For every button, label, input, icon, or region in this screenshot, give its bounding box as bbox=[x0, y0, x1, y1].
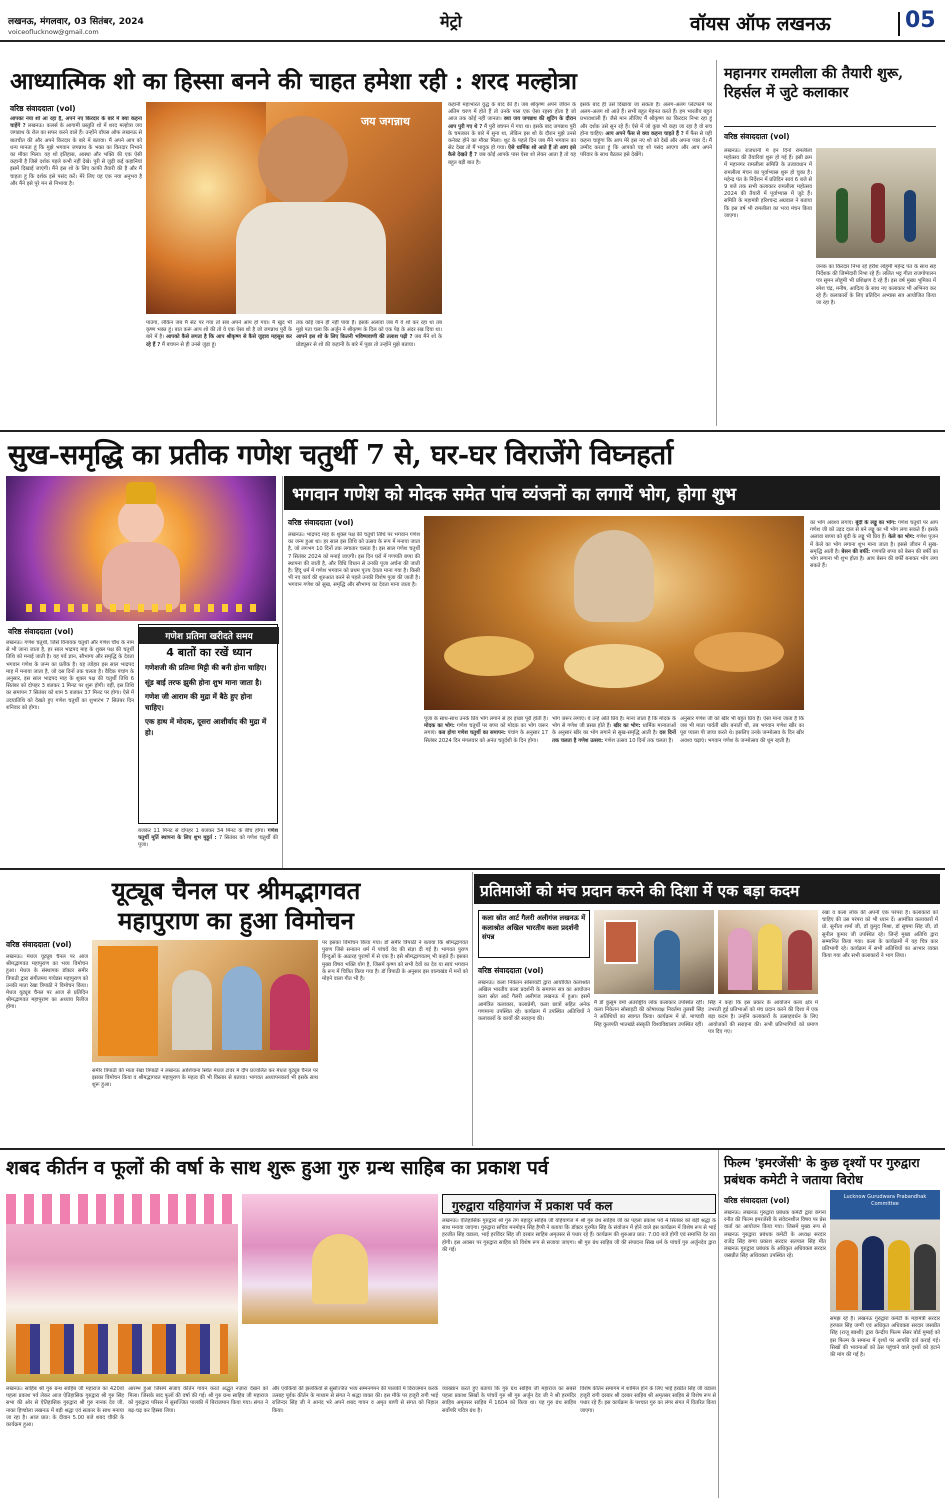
story6-callout bbox=[478, 910, 590, 958]
story6-col3: सिंह ने कहा कि इस प्रकार के आयोजन कला क्षेत्र में उभरती हुई प्रतिभाओं को मंच प्रदान करने की दिशा में एक बड़ा कदम है। उन्होंने कलाकारों के उत्साहवर्धन के लिए आयोजकों की सराहना की। सभी प्रतिभागियों को प्रमाण पत्र दिए गए। bbox=[708, 1000, 818, 1035]
modak-plate-2 bbox=[564, 644, 664, 688]
story3-col1: लखनऊ। गणेश चतुर्थी, जिसे विनायक चतुर्थी और गणेश चौथ के नाम से भी जाना जाता है, हर साल भाद्रपद माह के शुक्ल पक्ष की चतुर्थी तिथि को मनाई जाती है। यह पर्व ज्ञान, सौभाग्य और समृद्धि के देवता भगवान गणेश के जन्म का प्रतीक है। यह त्योहार इस साल भाद्रपद माह में मनाया जाता है, जो दस दिनों तक चलता है। वैदिक पंचांग के अनुसार, इस साल भाद्रपद माह के शुक्ल पक्ष की चतुर्थी तिथि 6 सितंबर को दोपहर 3 बजकर 1 मिनट पर शुरू होगी। वहीं, इस तिथि का समापन 7 सितंबर को शाम 5 बजकर 37 मिनट पर होगा। ऐसे में उदयातिथि को देखते हुए गणेश चतुर्थी का शुभारंभ 7 सितंबर दिन शनिवार को होगा। bbox=[6, 640, 134, 711]
tips-box bbox=[138, 624, 278, 824]
story-bhagwat-release bbox=[0, 870, 472, 1148]
story7-col4: व्याख्यान करते हुए बताया कि गुरु ग्रंथ साहिब जी महाराज का सबसे पहला प्रकाश सिखों के पांचवें गुरु श्री गुरु अर्जुन देव जी ने श्री हरमंदिर साहिब अमृतसर साहिब में 1604 को किया था। यह गुरु ग्रंथ साहिब सर्वोपरि पवित्र ग्रंथ है। bbox=[442, 1386, 576, 1414]
event-poster bbox=[98, 946, 158, 1056]
section-label: मेट्रो bbox=[440, 12, 462, 31]
story8-col2: समझ रहे हैं। लखनऊ गुरुद्वारा कमेटी के महामंत्री सरदार हरपाल सिंह जग्गी एवं अधिकृत अधिवक्ता सरदार जसप्रीत सिंह (राजू बक्शी) द्वारा केन्द्रीय फिल्म सेंसर बोर्ड मुम्बई को इस फिल्म के सम्बन्ध में दृश्यों पर आपत्ति दर्ज कराई गई। सिखों की भावनाओं को ठेस पहुंचाने वाले दृश्यों को हटाने की मांग की गई है। bbox=[830, 1316, 940, 1359]
story3-subhead: गणेश चतुर्थी मूर्ति स्थापना के लिए शुभ मुहूर्त : bbox=[138, 828, 278, 842]
story3-photo bbox=[6, 476, 276, 621]
story4-col1: लखनऊ। भाद्रपद माह के शुक्ल पक्ष की चतुर्थी तिथि पर भगवान गणेश का जन्म हुआ था। हर साल इस तिथि को उत्सव के रूप में मनाया जाता है, जो लगभग 10 दिनों तक लगातार चलता है। इस साल गणेश चतुर्थी 7 सितंबर 2024 को मनाई जाएगी। इस दिन घरों में गणपति बप्पा की स्थापना की जाती है, और विधि विधान से उनकी पूजा अर्चना की जाती है। हिंदू धर्म में गणेश भगवान को प्रथम पूज्य देवता माना गया है। किसी भी नए कार्य की शुरुआत करने से पहले उनकी विशेष पूजा की जाती है। भगवान गणेश को सुख, समृद्धि और सौभाग्य का देवता माना जाता है। bbox=[288, 532, 420, 589]
tips-list bbox=[145, 663, 273, 738]
turban-figure-3 bbox=[888, 1240, 910, 1310]
story5-col2: समीर त्रिपाठी की माता रेखा त्रिपाठी ने लखनऊ आशियाना स्थित मेधज टावर में दीप प्रज्वलित कर मेधज यूट्यूब चैनल पर इसका विमोचन किया व श्रीमद्भागवत महापुराण के महत्व की भी विस्तार से बताया। भागवत अध्यापनकार्य भी इसके साथ शुरू हुआ। bbox=[92, 1068, 318, 1089]
palki-sahib bbox=[312, 1234, 368, 1304]
story6-col2: मैं डॉ कुसुम वर्मा अंतर्राष्ट्रीय लोक कलाकार उपस्थित रहीं। कला निकेतन सोसाइटी की कोषाध्यक्ष निवर्तमा तुलसी सिंह ने अतिथियों का स्वागत किया। कार्यक्रम में प्रो. माण्डवी सिंह कुलपति भातखंडे संस्कृति विश्वविद्यालय उपस्थित रहीं। bbox=[594, 1000, 704, 1028]
modak-plate-1 bbox=[444, 636, 534, 676]
story-ganesh-chaturthi bbox=[0, 476, 282, 868]
divider-v3 bbox=[472, 872, 473, 1146]
story6-byline: वरिष्ठ संवाददाता (vol) bbox=[478, 966, 544, 975]
story3-byline: वरिष्ठ संवाददाता (vol) bbox=[8, 627, 74, 636]
story1-qa4: आपने इस शो के लिए कितनी भविष्यवाणी की तलाश पढ़ी ? bbox=[296, 334, 413, 341]
turban-figure-4 bbox=[914, 1244, 936, 1310]
award-figure-1 bbox=[728, 928, 752, 990]
show-logo: जय जगन्नाथ bbox=[361, 115, 410, 128]
story8-photo bbox=[830, 1190, 940, 1312]
story4-sub7: दस दिनों तक चलता है गणेश उत्सव: bbox=[552, 730, 676, 744]
story-sharad-malhotra bbox=[6, 58, 716, 428]
story5-headline-line2: महापुराण का हुआ विमोचन bbox=[117, 906, 354, 935]
ganesh-idol-crown bbox=[126, 482, 156, 504]
modak-plate-3 bbox=[694, 632, 784, 672]
story7-photo-2 bbox=[242, 1194, 438, 1324]
email: voiceoflucknow@gmail.com bbox=[8, 28, 99, 36]
guest-figure-2 bbox=[222, 966, 262, 1050]
story7-col-right: लखनऊ। ऐतिहासिक गुरुद्वारा श्री गुरु तेग बहादुर साहिब जी यहियागंज में श्री गुरु ग्रंथ साहिब जी का पहला प्रकाश पर्व 4 सितंबर को बड़ी श्रद्धा के साथ मनाया जाएगा। गुरुद्वारा सचिव मनमोहन सिंह हैप्पी ने बताया कि डॉक्टर गुरमीत सिंह के संयोजन में होने वाले इस कार्यक्रम में विशेष रूप से भाई हरजीत सिंह वडाला, भाई हरविंदर सिंह जी दरबार साहिब अमृतसर से पधार रहे हैं। कार्यक्रम की शुरुआत प्रात: 7:00 बजे होगी एवं समाप्ति देर रात होगी। इस अवसर पर गुरुद्वारा साहिब को विशेष रूप से सजाया जाएगा। श्री गुरु ग्रंथ साहिब जी की संपादना सिख धर्म के पांचवें गुरु अर्जुनदेव द्वारा की गई। bbox=[442, 1218, 716, 1253]
tips-box-title2: 4 बातों का रखें ध्यान bbox=[166, 646, 252, 659]
masthead-divider bbox=[898, 12, 900, 36]
dateline: लखनऊ, मंगलवार, 03 सितंबर, 2024 bbox=[8, 17, 144, 27]
story7-col3: और एयंकियों की झलकियों से सुसज्जित भव्य सम्मनगमन की पालकी में विराजमान करके उत्साह पूर्वक कीर्तन के माध्यम से संगत ने श्रद्धा व्यक्त की। इस मौके पर हजूरी रागी भाई राजिन्दर सिंह जी ने आनंद भरे अपने शबद गायन व अमृत बाणी से संगत को निहाल किया। bbox=[272, 1386, 438, 1414]
story6-col4: रखा व कला लोक की अपनी एक परंपरा है। कलाकारों को चाहिए की उस परंपरा को भी ध्यान दें। आमंत्रित कलाकारों में प्रो. सुनीता शर्मा जी, डॉ कुमुद मिश्रा, डॉ सुषमा सिंह जी, डॉ सुनील कुमार जी उपस्थित रहे। जिन्हें मुख्य अतिथि द्वारा सम्मानित किया गया। कला के कार्यक्रमों में यह चित्र कार प्रतिभागी रहे। कार्यक्रम में सभी अतिथियों का आभार व्यक्त किया गया और सभी कलाकारों ने भाग लिया। bbox=[822, 910, 938, 960]
diya-row bbox=[26, 604, 256, 612]
story4-col5: का भोग अवश्य लगाएं। बूंदी के लड्डू का भोग: गणेश चतुर्थी पर आप गणेश जी को उड़द दाल से बने लड्डू का भी भोग लगा सकते हैं। इसके अलावा बाप्पा को बूंदी के लड्डू भी प्रिय हैं। केले का भोग: गणेश पूजन में केले का भोग लगाना शुभ माना जाता है। इससे जीवन में सुख-समृद्धि आती है। बेसन की बर्फी: गणपति बप्पा को बेसन की बर्फी का भोग लगाना भी शुभ होता है। आप बेसन की बर्फी बनाकर भोग लगा सकते हैं। bbox=[810, 520, 938, 570]
story2-photo bbox=[816, 148, 936, 258]
story1-byline: वरिष्ठ संवाददाता (vol) bbox=[10, 104, 76, 113]
story1-photo bbox=[146, 102, 442, 314]
page-number: 05 bbox=[905, 8, 936, 33]
story5-byline: वरिष्ठ संवाददाता (vol) bbox=[6, 940, 72, 949]
story5-col3: पर इसका विमोचन किया गया। डॉ समीर त्रिपाठी ने बताया कि श्रीमद्भागवत पुराण जिसे सनातन धर्म में पांचवें वेद की संज्ञा दी गई है। भागवत पुराण हिन्दुओं के अठारह पुराणों में से एक है। इसे श्रीमद्भागवतम् भी कहते हैं। इसका मुख्य विषय भक्ति योग है, जिसमें कृष्ण को सभी देवों का देव या स्वयं भगवान के रूप में चित्रित किया गया है। डॉ त्रिपाठी के अनुसार इस वाल्यखंड में मनों को मोहने वाला गीत भी है। bbox=[322, 940, 468, 983]
paper-name: वॉयस ऑफ लखनऊ bbox=[690, 13, 831, 35]
story8-byline: वरिष्ठ संवाददाता (vol) bbox=[724, 1196, 790, 1205]
story4-sub4: केले का भोग: bbox=[888, 534, 915, 541]
rehearsal-figure-1 bbox=[836, 188, 848, 243]
story4-photo bbox=[424, 516, 804, 710]
divider-v2 bbox=[282, 476, 283, 868]
story-ramleela bbox=[720, 58, 940, 428]
story1-col1: आपका नया शो आ रहा है, अपने नए किरदार के बारे में क्या कहना चाहेंगे ? लखनऊ। कलर्स के आगामी प्रस्तुति शो में शरद मल्होत्रा जय जगन्नाथ के रोल का सफर करने वाले हैं। उन्होंने वॉयस ऑफ लखनऊ से बातचीत की और अपने किरदार के बारे में बताया। मैं अपने आप को धन्य मानता हूं कि मुझे भगवान जगन्नाथ के भक्त का किरदार निभाने का मौका मिला। यह शो इतिहास, आस्था और भक्ति की एक ऐसी कहानी है जिसे दर्शक पहले कभी नहीं देखे। पुरी से जुड़ी कई कहानियां इसमें दिखाई जाएंगी। मैंने इस शो के लिए काफी तैयारी की है और मैं चाहता हूं कि दर्शक इसे पसंद करें। मेरे लिए यह एक नया अनुभव है और मैंने इसे पूरे मन से निभाया है। bbox=[10, 116, 142, 187]
masthead bbox=[0, 0, 945, 58]
story1-qa7: आप अपने फैंस से क्या कहना चाहते हैं ? bbox=[605, 130, 684, 137]
story5-photo bbox=[92, 940, 318, 1062]
tip-item: गणेश जी आराम की मुद्रा में बैठे हुए होना चाहिए। bbox=[145, 692, 253, 712]
story1-col2: पाउंगा, लेकिन जब मैं सेट पर गया तो सब अपने आप हो गया। मैं खुद भी कृष्ण भक्त हूं। बात करूं आप शो की तो ये एक ऐसा शो है जो जगन्नाथ पुरी के बारे में है। आपको कैसे लगता है कि आप श्रीकृष्ण से कैसे जुड़ाव महसूस कर रहे हैं ? मैं बचपन से ही उनसे जुड़ा हूं। bbox=[146, 320, 292, 348]
tip-item: एक हाथ में मोदक, दूसरा आशीर्वाद की मुद्रा में हो। bbox=[145, 717, 267, 737]
story1-col4: कहानी महाभारत युद्ध के बाद की है। जब श्रीकृष्ण अपने जीवन के अंतिम चरण में होते हैं तो उनके पास एक ऐसा रहस्य होता है जो आज तक कोई नहीं जानता। क्या जय जगन्नाथ की शूटिंग के दौरान आप पुरी गए थे ? मैं पुरी बचपन में गया था। इसके बाद जगन्नाथ पुरी के चमत्कार के बारे में सुना था, लेकिन इस शो के दौरान मुझे उनसे कनेक्ट होने का मौका मिला। शूट के पहले दिन जब मैंने भगवान का सेट देखा तो मैं भावुक हो गया। ऐसे धार्मिक शो आते हैं तो आप इसे कैसे देखते हैं ? जब कोई आपके पास ऐसा शो लेकर आता है तो यह बहुत बड़ी बात है। bbox=[448, 102, 576, 166]
section-rule-1 bbox=[0, 430, 945, 432]
story3-headline: सुख-समृद्धि का प्रतीक गणेश चतुर्थी 7 से, घर-घर विराजेंगे विघ्नहर्ता bbox=[8, 439, 674, 471]
story7-subhead: गुरुद्वारा यहियागंज में प्रकाश पर्व कल bbox=[452, 1199, 613, 1213]
turban-figure-1 bbox=[836, 1240, 858, 1310]
story4-headline: भगवान गणेश को मोदक समेत पांच व्यंजनों का लगायें भोग, होगा शुभ bbox=[292, 485, 737, 505]
masthead-rule bbox=[0, 40, 945, 42]
story8-headline: फिल्म 'इमरजेंसी' के कुछ दृश्यों पर गुरुद्वारा प्रबंधक कमेटी ने जताया विरोध bbox=[724, 1155, 920, 1187]
story4-sub6: कब होगा गणेश चतुर्थी का समापन: bbox=[438, 730, 506, 737]
ganesh-idol-head bbox=[118, 498, 164, 544]
tip-item: गणेशजी की प्रतिमा मिट्टी की बनी होना चाहिए। bbox=[145, 663, 267, 672]
story2-col2: जनक का किरदार निभा रहे हरीश लोहुमी महेन्द्र पंत के साथ सह निर्देशक की जिम्मेदारी निभा रहे हैं। ललित भट्ट गीता राजगोपालन पत्र सुमन लोहुमी भी प्रशिक्षण दे रहे हैं। इस वर्ष मुख्य भूमिका में रमेश चंद्र, मनीष, आदित्य के साथ नए कलाकार भी अभिनय कर रहे हैं। कलाकारों के लिए प्रतिदिन अभ्यास सत्र आयोजित किया जा रहा है। bbox=[816, 264, 936, 307]
person-body bbox=[236, 202, 386, 314]
story2-byline: वरिष्ठ संवाददाता (vol) bbox=[724, 132, 790, 141]
visitor-figure bbox=[654, 930, 680, 990]
story4-col3: भोग जरूर लगाएं। ये उन्हें अति प्रिय है। माना जाता है कि मोदक के भोग से गणेश जी प्रसन्न होते हैं। खीर का भोग: धार्मिक मान्यताओं के अनुसार खीर का भोग लगाने से सुख-समृद्धि आती है। दस दिनों तक चलता है गणेश उत्सव: गणेश उत्सव 10 दिनों तक चलता है। bbox=[552, 716, 676, 744]
sangat-row bbox=[16, 1324, 228, 1374]
story4-col2: पूजा के साथ-साथ उनके प्रिय भोग लगाने से हर इच्छा पूरी होती है। मोदक का भोग: गणेश चतुर्थी पर बप्पा को मोदक का भोग जरूर लगाएं। कब होगा गणेश चतुर्थी का समापन: पंचांग के अनुसार 17 सितंबर 2024 दिन मंगलवार को अनंत चतुर्दशी के दिन होगा। bbox=[424, 716, 548, 744]
story4-sub5: बेसन की बर्फी: bbox=[841, 548, 871, 555]
story1-qa3: आपको कैसे लगता है कि आप श्रीकृष्ण से कैसे जुड़ाव महसूस कर रहे हैं ? bbox=[146, 334, 292, 348]
flower-canopy bbox=[6, 1194, 238, 1224]
rehearsal-figure-3 bbox=[904, 190, 916, 242]
story4-sub1: मोदक का भोग: bbox=[424, 723, 455, 730]
guest-figure-3 bbox=[270, 974, 310, 1050]
divider-v4 bbox=[718, 1150, 719, 1498]
story7-col1: लखनऊ। साहिब श्री गुरु ग्रन्थ साहिब जी महाराज का 420वां पहला प्रकाश पर्व लेकर आज ऐतिहासिक गुरुद्वारा श्री गुरु सिंह सभा की ओर से ऐतिहासिक गुरुद्वारा श्री गुरु नानक देव जी, नाका हिण्डोला लखनऊ में बड़ी श्रद्धा एवं सत्कार के साथ मनाया जा रहा है। आज प्रात: के दीवान 5.00 बजे शबद चौकी के कार्यक्रम हुआ। bbox=[6, 1386, 124, 1429]
story6-photo-2 bbox=[718, 910, 818, 994]
story4-sub3: बूंदी के लड्डू का भोग: bbox=[855, 520, 897, 526]
story-bhog bbox=[284, 476, 940, 868]
story4-sub2: खीर का भोग: bbox=[613, 723, 641, 730]
story7-headline: शबद कीर्तन व फूलों की वर्षा के साथ शुरू हुआ गुरु ग्रन्थ साहिब का प्रकाश पर्व bbox=[6, 1157, 549, 1179]
story2-rule bbox=[724, 126, 936, 127]
story3-col2: बजकर 11 मिनट से दोपहर 1 बजकर 34 मिनट के बीच होगा। गणेश चतुर्थी मूर्ति स्थापना के लिए शुभ मुहूर्त : 7 सितंबर को गणेश चतुर्थी की पूजा। bbox=[138, 828, 278, 849]
story6-callout-text: कला स्रोत आर्ट गैलरी अलीगंज लखनऊ में कलाश्रोत अखिल भारतीय कला प्रदर्शनी संपन्न bbox=[482, 914, 586, 941]
story4-byline: वरिष्ठ संवाददाता (vol) bbox=[288, 518, 354, 527]
committee-banner: Lucknow Gurudwara Prabandhak Committee bbox=[843, 1194, 927, 1207]
story5-headline-line1: यूट्यूब चैनल पर श्रीमद्भागवत bbox=[111, 876, 361, 905]
turban-figure-2 bbox=[862, 1236, 884, 1310]
ganesh-idol-body bbox=[102, 542, 180, 610]
story7-col2: आरम्भ हुआ जिसमें सजाए कीर्तन गायन करते अद्भुत नज़ारा देखने को मिला। जिसके बाद फूलों की वर्षा की गई। श्री गुरु ग्रन्थ साहिब जी महाराज को गुरुद्वारा परिसर में सुसज्जित पालकी में बिराजमान किया गया। संगत ने बढ़-चढ़ कर हिस्सा लिया। bbox=[128, 1386, 268, 1414]
award-figure-3 bbox=[788, 930, 812, 990]
story1-qa5: क्या जय जगन्नाथ की शूटिंग के दौरान आप पुरी गए थे ? bbox=[448, 116, 576, 130]
artwork-frame bbox=[604, 920, 638, 964]
story1-col5: इसके बाद ही उसे दिखाया जा सकता है। अलग-अलग प्लेटफार्म पर अलग-अलग शो आते हैं। सभी बहुत मेहनत करते हैं। हम भारतीय बहुत प्रभावशाली हैं। जैसे मान लीजिए मैं श्रीकृष्ण का किरदार निभा रहा हूं और दर्शक उसे सुन रहे हैं। ऐसे में जो कुछ भी कहा जा रहा है वो सच होना चाहिए। आप अपने फैंस से क्या कहना चाहते हैं ? मैं फैंस से यही कहना चाहूंगा कि आप मेरे इस नए शो को देखें और अपना प्यार दें। मैं उम्मीद करता हूं कि आपको यह शो पसंद आएगा और आप अपने परिवार के साथ बैठकर इसे देखेंगे। bbox=[580, 102, 712, 159]
story4-col4: अनुसार गणेश जी को खीर भी बहुत प्रिय है। ऐसा माना जाता है कि जब भी माता पार्वती खीर बनाती थीं, तब भगवान गणेश खीर का पूरा प्याला पी जाया करते थे। इसलिए उनके जन्मोत्सव के दिन खीर अवश्य चढ़ाएं। भगवान गणेश के जन्मोत्सव की धूम रहती है। bbox=[680, 716, 804, 744]
story2-headline: महानगर रामलीला की तैयारी शुरू, रिहर्सल में जुटे कलाकार bbox=[724, 65, 904, 101]
story1-headline: आध्यात्मिक शो का हिस्सा बनने की चाहत हमेशा रही : शरद मल्होत्रा bbox=[10, 68, 577, 95]
person-figure bbox=[258, 116, 348, 206]
tips-box-title1: गणेश प्रतिमा खरीदते समय bbox=[139, 627, 279, 644]
rehearsal-figure-2 bbox=[871, 183, 885, 243]
story1-col3: तक कोई जान ही नहीं पाया है। इसके अलावा जब मैं ये शो कर रहा था तब मुझे पता चला कि अर्जुन ने श्रीकृष्ण के दिल को एक पेड़ के अंदर रख दिया था। आपने इस शो के लिए कितनी भविष्यवाणी की तलाश पढ़ी ? जब मैंने शो के प्रोड्यूसर से शो की कहानी के बारे में पूछा तो उन्होंने मुझे बताया। bbox=[296, 320, 442, 348]
story7-photo-1 bbox=[6, 1194, 238, 1382]
story6-photo-1 bbox=[594, 910, 714, 994]
story5-col1: लखनऊ। मेधज यूट्यूब चैनल पर आज श्रीमद्भागवत महापुराण का भव्य विमोचन हुआ। मेधज के संस्थापक डॉक्टर समीर त्रिपाठी द्वारा संगीतमय गायेडस महापुराण को उनकी माता रेखा त्रिपाठी ने विमोचन किया। मेधज यूट्यूब चैनल पर आज से प्रतिदिन श्रीमद्भागवत महापुराण का अध्याय रिलीज होगा। bbox=[6, 954, 88, 1011]
award-figure-2 bbox=[758, 924, 782, 990]
divider-v1 bbox=[716, 60, 717, 426]
story1-qa6: ऐसे धार्मिक शो आते हैं तो आप इसे कैसे देखते हैं ? bbox=[448, 145, 576, 159]
story2-col1: लखनऊ। राजधानी में इन दिनों रामलीला महोत्सव की तैयारियां शुरू हो गई हैं। इसी क्रम में महानगर रामलीला समिति के तत्वावधान में रामलीला मंचन का पूर्वाभ्यास शुरू हो चुका है। महेन्द्र पंत के निर्देशन में प्रतिदिन सायं 6 बजे से 9 बजे तक सभी कलाकार रामलीला महोत्सव 2024 की तैयारी में पूर्वाभ्यास में जुटे हैं। समिति के महामंत्री हरिश्चन्द्र अग्रवाल ने बताया कि इस वर्ष भी रामलीला का भव्य मंचन किया जाएगा। bbox=[724, 148, 812, 219]
tip-item: सूंड बाई तरफ झुकी होना शुभ माना जाता है। bbox=[145, 677, 262, 687]
ganesh-statue bbox=[574, 530, 654, 622]
story6-col1: लखनऊ। कला निकेतन सोसायटी द्वारा आयोजित कलाश्रोत अखिल भारतीय कला प्रदर्शनी के समापन सत्र का आयोजन कला स्रोत आर्ट गैलरी अलीगंज लखनऊ में हुआ। इसमें आमंत्रित कलाकार, कलाप्रेमी, कला छात्रों सहित अनेक गणमान्य उपस्थित रहे। कार्यक्रम में उपस्थित अतिथियों ने कलाकारों के कार्यों की सराहना की। bbox=[478, 980, 590, 1023]
story7-col5: विशेष कीर्तन समागम में शामिल होने के लिए भाई हरप्रीत सिंह जी वडाला हजूरी रागी दरबार श्री दरबार साहिब श्री अमृतसर साहिब से विशेष रूप से पधार रहे हैं। इस कार्यक्रम के पश्चात गुरु का लंगर संगत में वितरित किया जाएगा। bbox=[580, 1386, 716, 1414]
story1-qa1: आपका नया शो आ रहा है, अपने नए किरदार के बारे में क्या कहना चाहेंगे ? bbox=[10, 116, 142, 130]
story6-headline: प्रतिमाओं को मंच प्रदान करने की दिशा में एक बड़ा कदम bbox=[480, 881, 800, 900]
story8-col1: लखनऊ। लखनऊ गुरुद्वारा प्रबंधक कमेटी द्वारा कंगना रनौत की फिल्म इमरजेंसी के संवेदनशील विषय पर प्रेस वार्ता का आयोजन किया गया। जिसमें मुख्य रूप से लखनऊ गुरुद्वारा प्रबंधक कमेटी के अध्यक्ष सरदार राजेंद्र सिंह बग्गा प्रकाश सरदार सतपाल सिंह मीत लखनऊ गुरुद्वारा प्रबंधक के अधिकृत अधिवक्ता सरदार जसप्रीत सिंह अधिवक्ता उपस्थित रहे। bbox=[724, 1210, 826, 1260]
story-art-exhibition bbox=[474, 870, 940, 1148]
story-emergency-protest bbox=[720, 1150, 942, 1500]
story-prakash-parv bbox=[0, 1150, 718, 1500]
guest-figure-1 bbox=[172, 970, 212, 1050]
